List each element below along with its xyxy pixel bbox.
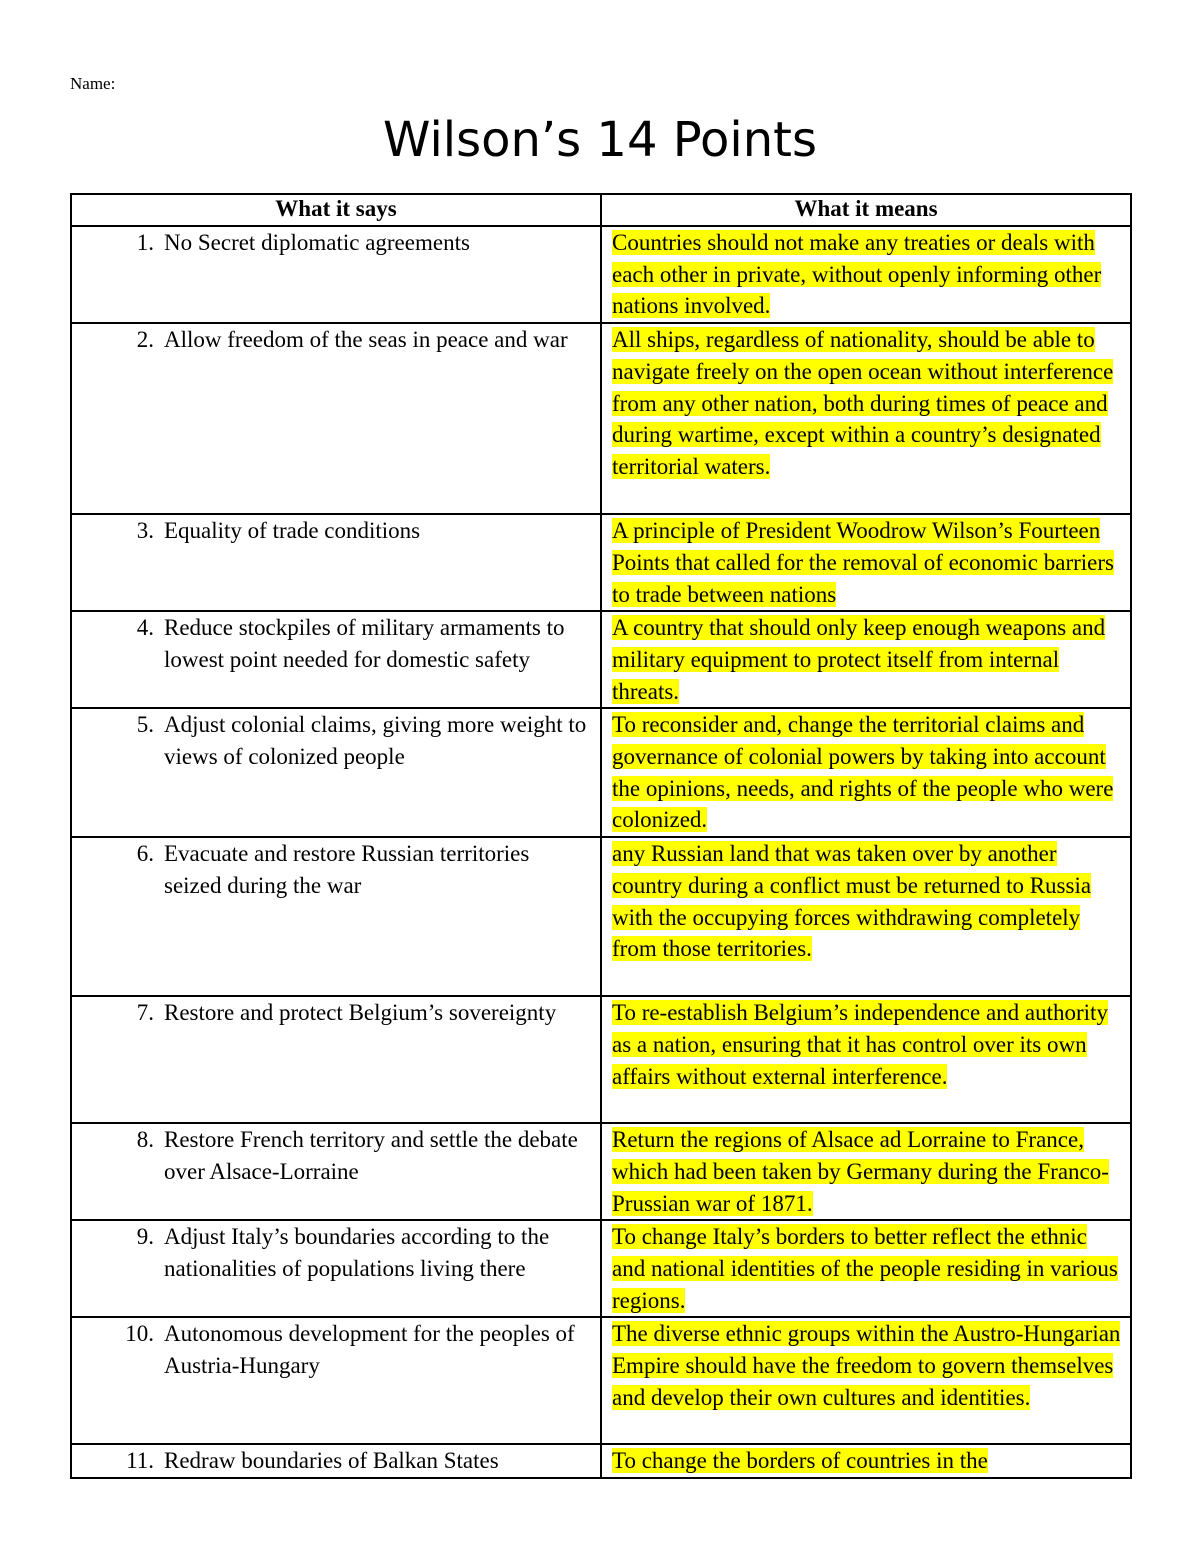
- table-row: [71, 1220, 1131, 1317]
- meaning-text: To reconsider and, change the territorial claims and governance of colonial powers by taking into account the opinions, needs, and rights of the people who were colonized.: [612, 712, 1114, 833]
- says-cell: [71, 514, 601, 611]
- point-number: 9.: [136, 1224, 154, 1250]
- says-cell: [71, 1444, 601, 1478]
- means-cell: [601, 708, 1131, 837]
- point-text: Restore French territory and settle the debate over Alsace-Lorraine: [164, 1127, 578, 1184]
- means-cell: [601, 226, 1131, 323]
- point-text: Reduce stockpiles of military armaments to lowest point needed for domestic safety: [164, 615, 565, 672]
- point-number: 2.: [136, 327, 154, 353]
- name-label: Name:: [70, 74, 116, 93]
- meaning-text: Countries should not make any treaties or deals with each other in private, without openly informing other nations involved.: [612, 230, 1102, 319]
- point-number: 3.: [136, 518, 154, 544]
- says-cell: [71, 226, 601, 323]
- point-number: 4.: [136, 615, 154, 641]
- meaning-text: All ships, regardless of nationality, should be able to navigate freely on the open ocean without interference from any other nation, both during times of peace and during wartime, except within a country’s designated territorial waters.: [612, 327, 1114, 479]
- means-cell: [601, 996, 1131, 1123]
- table-row: [71, 1123, 1131, 1220]
- point-number: 7.: [136, 1000, 154, 1026]
- meaning-text: any Russian land that was taken over by another country during a conflict must be returned to Russia with the occupying forces withdrawing completely from those territories.: [612, 841, 1092, 962]
- table-row: [71, 837, 1131, 996]
- table-row: [71, 611, 1131, 708]
- point-number: 8.: [136, 1127, 154, 1153]
- table-row: [71, 1317, 1131, 1444]
- meaning-text: To re-establish Belgium’s independence and authority as a nation, ensuring that it has control over its own affairs without external interference.: [612, 1000, 1108, 1089]
- means-cell: [601, 837, 1131, 996]
- says-cell: [71, 996, 601, 1123]
- meaning-text: A country that should only keep enough weapons and military equipment to protect itself from internal threats.: [612, 615, 1106, 704]
- point-number: 1.: [136, 230, 154, 255]
- means-cell: [601, 1123, 1131, 1220]
- point-text: Adjust colonial claims, giving more weight to views of colonized people: [164, 712, 587, 770]
- table-header-row: [71, 194, 1131, 226]
- point-number: 11.: [126, 1448, 154, 1474]
- means-cell: [601, 1444, 1131, 1478]
- says-cell: [71, 837, 601, 996]
- means-cell: [601, 514, 1131, 611]
- meaning-text: To change Italy’s borders to better reflect the ethnic and national identities of the people residing in various regions.: [612, 1224, 1118, 1313]
- table-row: [71, 226, 1131, 323]
- means-cell: [601, 611, 1131, 708]
- meaning-text: The diverse ethnic groups within the Austro-Hungarian Empire should have the freedom to govern themselves and develop their own cultures and identities.: [612, 1321, 1121, 1410]
- document-title: Wilson’s 14 Points: [383, 112, 817, 168]
- table-row: [71, 996, 1131, 1123]
- point-text: Equality of trade conditions: [164, 518, 421, 544]
- table-row: [71, 514, 1131, 611]
- says-cell: [71, 708, 601, 837]
- point-text: No Secret diplomatic agreements: [164, 230, 470, 255]
- says-cell: [71, 1317, 601, 1444]
- point-text: Adjust Italy’s boundaries according to the nationalities of populations living there: [164, 1224, 550, 1281]
- point-text: Allow freedom of the seas in peace and war: [164, 327, 568, 353]
- says-cell: [71, 1220, 601, 1317]
- meaning-text: A principle of President Woodrow Wilson’s Fourteen Points that called for the removal of economic barriers to trade between nations: [612, 518, 1114, 607]
- point-text: Autonomous development for the peoples of Austria-Hungary: [164, 1321, 575, 1379]
- point-number: 6.: [136, 841, 154, 867]
- means-cell: [601, 323, 1131, 514]
- says-cell: [71, 1123, 601, 1220]
- table-row: [71, 708, 1131, 837]
- table-row: [71, 1444, 1131, 1478]
- meaning-text: To change the borders of countries in the: [612, 1448, 988, 1474]
- column-header-what-it-means: What it means: [601, 194, 1131, 226]
- says-cell: [71, 611, 601, 708]
- column-header-what-it-says: What it says: [71, 194, 601, 226]
- says-cell: [71, 323, 601, 514]
- points-table: [70, 193, 1132, 1479]
- point-text: Restore and protect Belgium’s sovereignty: [164, 1000, 557, 1026]
- means-cell: [601, 1317, 1131, 1444]
- point-text: Redraw boundaries of Balkan States: [164, 1448, 499, 1474]
- point-number: 10.: [125, 1321, 154, 1347]
- point-text: Evacuate and restore Russian territories seized during the war: [164, 841, 530, 898]
- meaning-text: Return the regions of Alsace ad Lorraine to France, which had been taken by Germany during the Franco-Prussian war of 1871.: [612, 1127, 1109, 1216]
- point-number: 5.: [136, 712, 154, 738]
- means-cell: [601, 1220, 1131, 1317]
- table-row: [71, 323, 1131, 514]
